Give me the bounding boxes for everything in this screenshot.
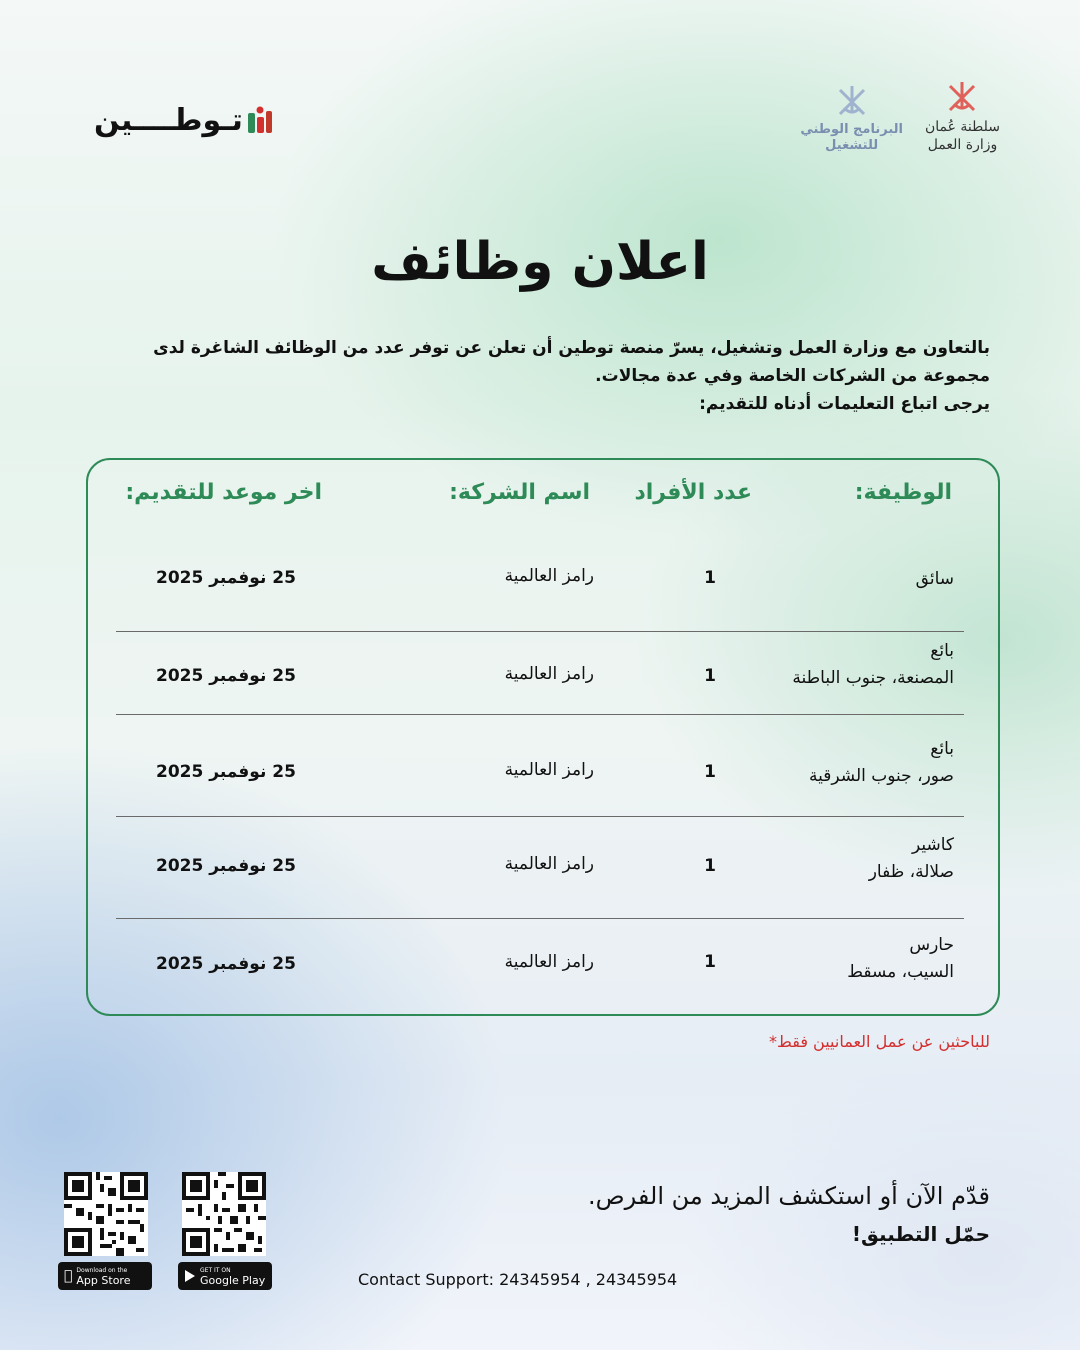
ministry-name-line2: وزارة العمل [927,137,998,153]
contact-support: Contact Support: 24345954 , 24345954 [358,1270,678,1289]
company-name: رامز العالمية [504,664,594,684]
eligibility-note: للباحثين عن عمل العمانيين فقط* [769,1032,990,1051]
job-title: حارس [909,935,954,955]
tawteen-logo-text: تـوطــــين [94,102,243,138]
tawteen-logo [94,100,273,140]
deadline: 25 نوفمبر 2025 [156,666,296,686]
deadline: 25 نوفمبر 2025 [156,568,296,588]
company-name: رامز العالمية [504,760,594,780]
google-play-big-text: Google Play [200,1273,266,1287]
company-name: رامز العالمية [504,952,594,972]
google-play-icon [184,1269,196,1283]
cta-line2: حمّل التطبيق! [851,1222,990,1246]
deadline: 25 نوفمبر 2025 [156,954,296,974]
ministry-logo [925,78,1000,154]
row-divider [116,918,964,919]
row-divider [116,714,964,715]
table-row [116,736,964,796]
job-location: صلالة، ظفار [868,862,954,882]
app-store-big-text: App Store [68,1273,123,1287]
oman-emblem-icon [832,82,872,122]
oman-emblem-icon [942,78,982,118]
google-play-text [200,1266,265,1287]
program-name-line2: للتشغيل [825,138,879,153]
job-cell [792,638,954,692]
job-count: 1 [704,856,716,876]
header-deadline: اخر موعد للتقديم: [125,480,322,505]
job-count: 1 [704,568,716,588]
job-cell [809,736,954,790]
program-name-line1: البرنامج الوطني [800,122,903,137]
job-location: السيب، مسقط [847,962,954,982]
job-cell [847,932,954,986]
table-row [116,932,964,992]
intro-text [110,334,990,418]
intro-line1: بالتعاون مع وزارة العمل وتشغيل، يسرّ منصة توطين أن تعلن عن توفر عدد من الوظائف الشاغرة لدى مجموعة من الشركات الخاصة وفي عدة مجالات. [153,338,990,386]
row-divider [116,631,964,632]
program-logo [800,82,903,154]
job-count: 1 [704,762,716,782]
ministry-name-line1: سلطنة عُمان [924,119,1000,135]
page-title: اعلان وظائف [371,232,709,292]
intro-line2: يرجى اتباع التعليمات أدناه للتقديم: [699,394,990,414]
header-count: عدد الأفراد [634,480,752,505]
company-name: رامز العالمية [504,854,594,874]
google-play-small-text: GET IT ON [200,1266,231,1274]
apple-icon [64,1268,72,1284]
job-title: بائع [930,641,954,661]
header-job: الوظيفة: [854,480,952,505]
table-row [116,638,964,698]
cta-line1: قدّم الآن أو استكشف المزيد من الفرص. [588,1182,990,1210]
tawteen-logo-icon [247,105,273,135]
job-count: 1 [704,666,716,686]
app-store-badge[interactable] [58,1262,152,1290]
google-play-badge[interactable] [178,1262,272,1290]
header-company: اسم الشركة: [449,480,590,505]
job-title: سائق [915,569,954,589]
qr-code-icon[interactable] [64,1172,148,1256]
job-location: المصنعة، جنوب الباطنة [792,668,954,688]
job-title: بائع [930,739,954,759]
table-row [116,562,964,598]
job-cell [869,832,954,886]
company-name: رامز العالمية [504,566,594,586]
row-divider [116,816,964,817]
deadline: 25 نوفمبر 2025 [156,856,296,876]
app-store-small-text: Download on the [68,1266,119,1274]
government-logos [800,78,1000,154]
app-store-text [68,1266,130,1287]
table-row [116,832,964,892]
job-count: 1 [704,952,716,972]
deadline: 25 نوفمبر 2025 [156,762,296,782]
job-location: صور، جنوب الشرقية [809,766,954,786]
job-title: كاشير [911,835,954,855]
qr-code-icon[interactable] [182,1172,266,1256]
